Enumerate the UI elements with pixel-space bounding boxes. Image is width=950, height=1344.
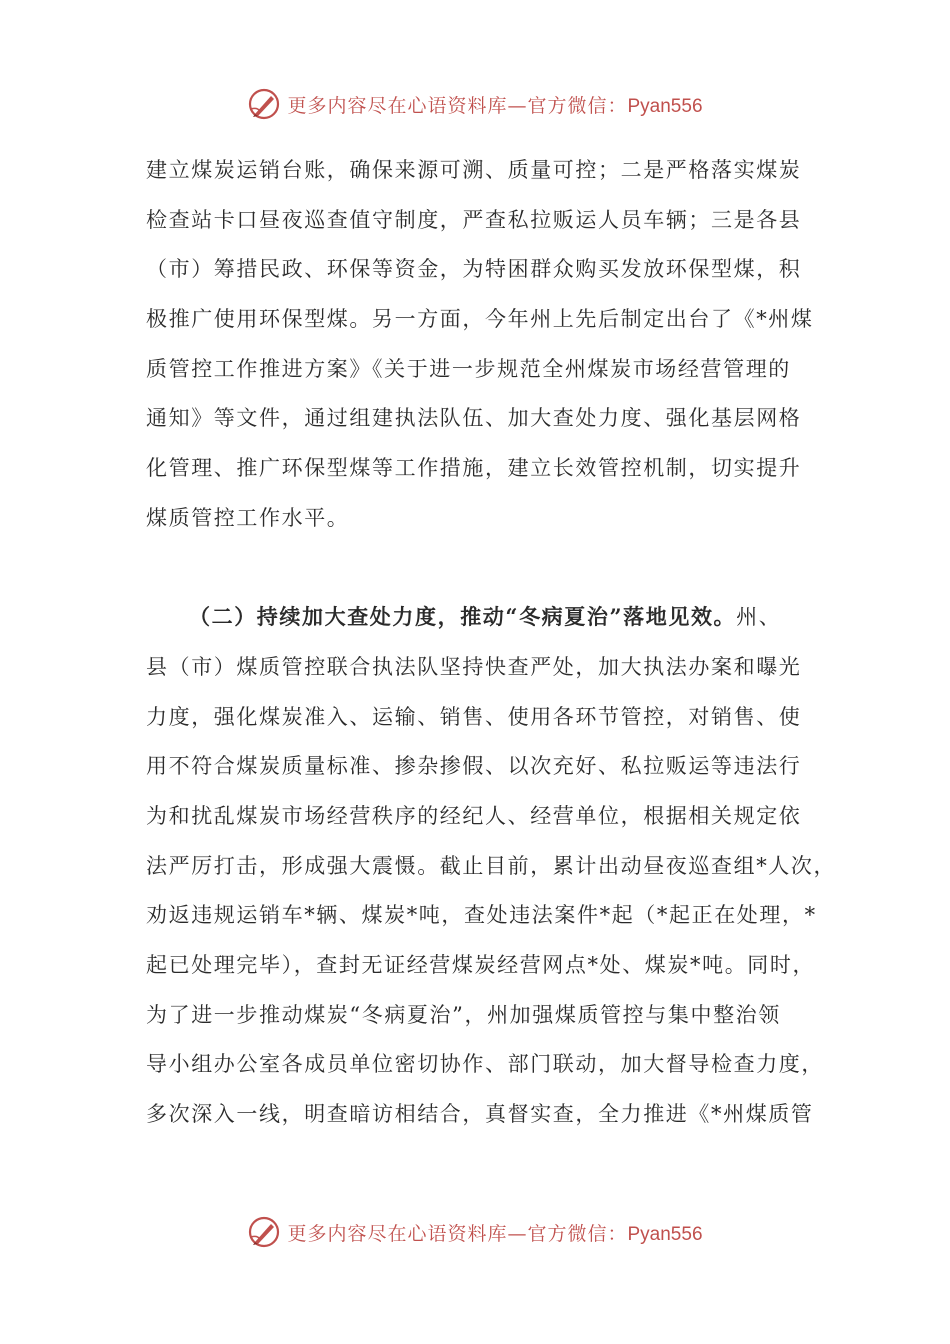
section-heading-line [146, 597, 816, 647]
text-line: （市）筹措民政、环保等资金，为特困群众购买发放环保型煤，积 [146, 257, 802, 282]
text-line: 极推广使用环保型煤。另一方面，今年州上先后制定出台了《*州煤 [146, 307, 814, 332]
pen-logo-icon [247, 1215, 281, 1249]
watermark-banner-bottom [0, 1212, 950, 1252]
document-body [146, 150, 837, 1144]
paragraph-1 [146, 150, 816, 548]
watermark-text: 更多内容尽在心语资料库—官方微信：Pyan556 [287, 1222, 703, 1245]
text-line: 导小组办公室各成员单位密切协作、部门联动，加大督导检查力度， [146, 1052, 824, 1077]
paragraph-2 [146, 597, 837, 1144]
paragraph-gap [146, 548, 816, 598]
pen-logo-icon [247, 87, 281, 121]
text-line: 建立煤炭运销台账，确保来源可溯、质量可控；二是严格落实煤炭 [146, 158, 802, 182]
text-line: 化管理、推广环保型煤等工作措施，建立长效管控机制，切实提升 [146, 456, 802, 481]
text-line: 劝返违规运销车*辆、煤炭*吨，查处违法案件*起（*起正在处理，* [146, 903, 817, 928]
text-line: 检查站卡口昼夜巡查值守制度，严查私拉贩运人员车辆；三是各县 [146, 207, 802, 232]
text-line: 为了进一步推动煤炭“冬病夏治”，州加强煤质管控与集中整治领 [146, 1002, 781, 1027]
text-line: 用不符合煤炭质量标准、掺杂掺假、以次充好、私拉贩运等违法行 [146, 754, 802, 779]
text-line: 法严厉打击，形成强大震慑。截止目前，累计出动昼夜巡查组*人次， [146, 853, 837, 878]
text-line: 为和扰乱煤炭市场经营秩序的经纪人、经营单位，根据相关规定依 [146, 803, 802, 828]
section-heading: （二）持续加大查处力度，推动“冬病夏治”落地见效。 [189, 604, 737, 630]
text-line: 力度，强化煤炭准入、运输、销售、使用各环节管控，对销售、使 [146, 704, 802, 729]
text-line: 质管控工作推进方案》《关于进一步规范全州煤炭市场经营管理的 [146, 356, 791, 381]
watermark-text: 更多内容尽在心语资料库—官方微信：Pyan556 [287, 94, 703, 117]
watermark-banner-top [0, 84, 950, 124]
text-line: 县（市）煤质管控联合执法队坚持快查严处，加大执法办案和曝光 [146, 654, 802, 679]
heading-tail-text: 州、 [736, 605, 782, 630]
text-line: 起已处理完毕），查封无证经营煤炭经营网点*处、煤炭*吨。同时， [146, 953, 816, 977]
text-line: 通知》等文件，通过组建执法队伍、加大查处力度、强化基层网格 [146, 406, 802, 431]
text-line: 多次深入一线，明查暗访相结合，真督实查，全力推进《*州煤质管 [146, 1102, 814, 1127]
text-line: 煤质管控工作水平。 [146, 505, 350, 530]
